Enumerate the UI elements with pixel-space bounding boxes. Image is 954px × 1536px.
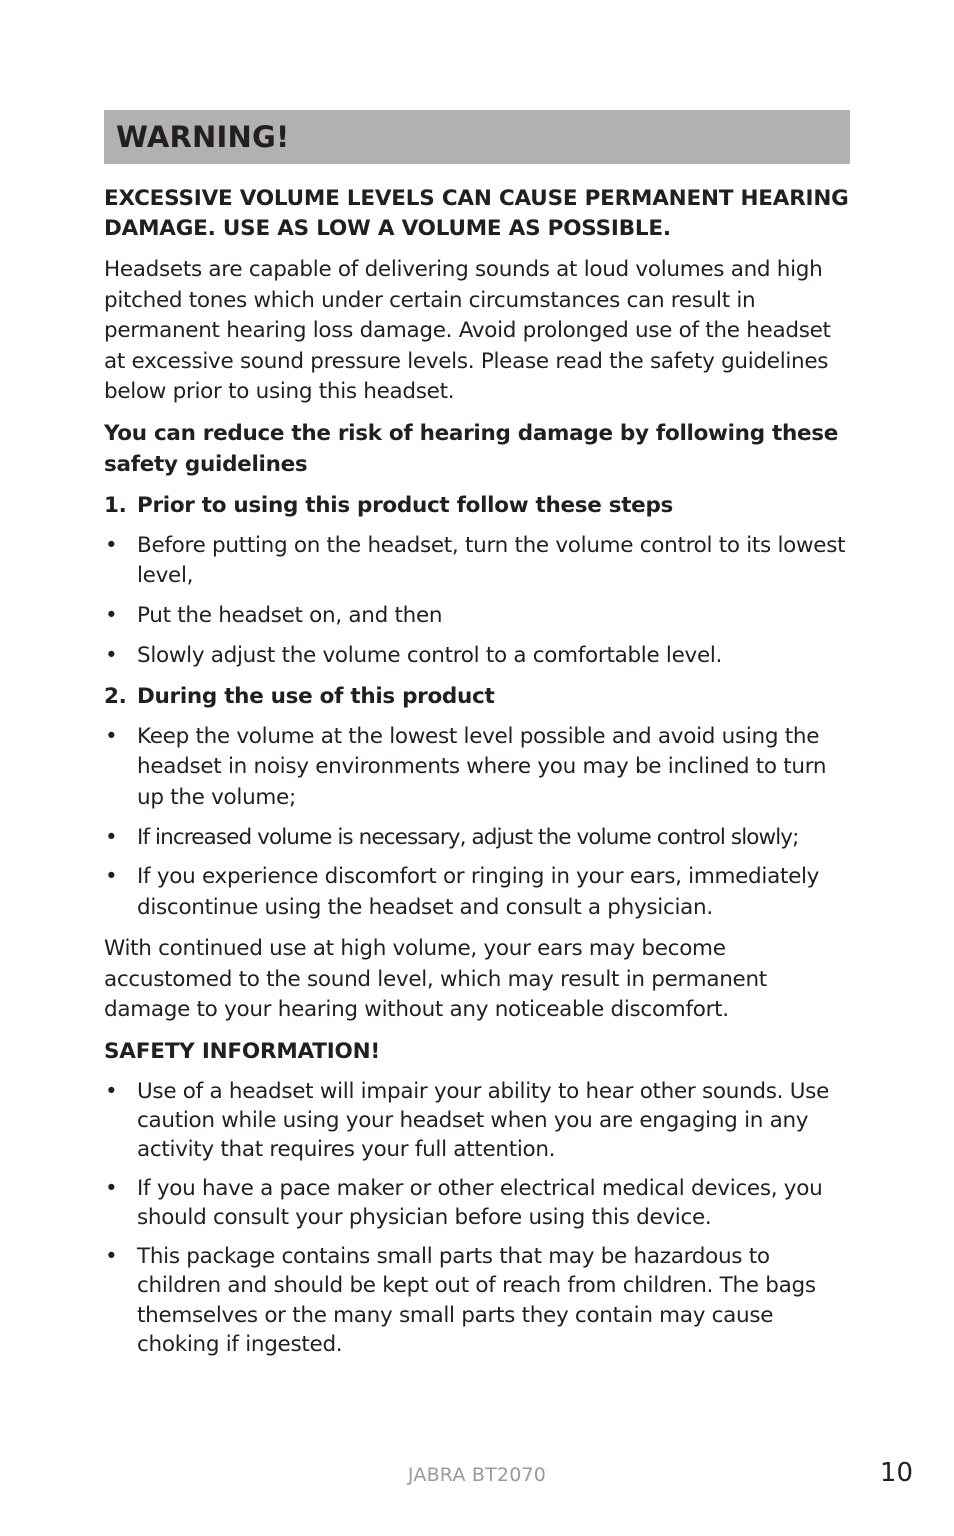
bullet-icon: •	[105, 642, 118, 668]
volume-alert: EXCESSIVE VOLUME LEVELS CAN CAUSE PERMANENT HEARING DAMAGE. USE AS LOW A VOLUME AS POSSIBLE.	[104, 186, 849, 241]
manual-page	[104, 110, 850, 1359]
bullet-icon: •	[105, 532, 118, 558]
list-item-text: Put the headset on, and then	[137, 602, 443, 628]
intro-paragraph: Headsets are capable of delivering sounds at loud volumes and high pitched tones which under certain circumstances can result in permanent hearing loss damage. Avoid prolonged use of the headset at excessive sound pressure levels. Please read the safety guidelines below prior to using this headset.	[104, 257, 831, 405]
step-heading-1	[104, 491, 850, 522]
step-number: 2.	[104, 684, 127, 710]
list-item-text: This package contains small parts that may be hazardous to children and should be kept out of reach from children. The bags themselves or the many small parts they contain may cause choking if ingested.	[137, 1243, 816, 1357]
list-item	[104, 641, 850, 672]
step-2-bullets	[104, 722, 850, 924]
list-item	[104, 862, 850, 923]
step-title: Prior to using this product follow these steps	[137, 493, 674, 519]
list-item	[104, 823, 850, 854]
step-number: 1.	[104, 493, 127, 519]
guidelines-heading: You can reduce the risk of hearing damage by following these safety guidelines	[104, 420, 839, 477]
warning-title: WARNING!	[116, 120, 290, 154]
list-item-text: Before putting on the headset, turn the volume control to its lowest level,	[137, 532, 846, 589]
list-item	[104, 1242, 850, 1360]
bullet-icon: •	[105, 602, 118, 628]
bullet-icon: •	[105, 824, 118, 850]
list-item	[104, 722, 850, 814]
list-item	[104, 1077, 850, 1165]
warning-banner	[104, 110, 850, 164]
bullet-icon: •	[105, 864, 118, 890]
bullet-icon: •	[105, 1243, 118, 1269]
safety-bullets	[104, 1077, 850, 1360]
list-item	[104, 601, 850, 632]
list-item-text: If you have a pace maker or other electrical medical devices, you should consult your physician before using this device.	[137, 1175, 823, 1231]
step-title: During the use of this product	[137, 684, 495, 710]
list-item-text: If you experience discomfort or ringing in your ears, immediately discontinue using the headset and consult a physician.	[137, 864, 820, 920]
bullet-icon: •	[105, 1078, 118, 1104]
list-item-text: Keep the volume at the lowest level possible and avoid using the headset in noisy environments where you may be inclined to turn up the volume;	[137, 723, 827, 810]
list-item	[104, 1174, 850, 1233]
continued-use-paragraph: With continued use at high volume, your ears may become accustomed to the sound level, which may result in permanent damage to your hearing without any noticeable discomfort.	[104, 936, 767, 1023]
page-number: 10	[879, 1458, 913, 1488]
list-item	[104, 531, 850, 592]
step-1-bullets	[104, 531, 850, 671]
list-item-text: Slowly adjust the volume control to a comfortable level.	[137, 642, 723, 668]
bullet-icon: •	[105, 1175, 118, 1201]
safety-heading: SAFETY INFORMATION!	[104, 1039, 381, 1065]
list-item-text: If increased volume is necessary, adjust the volume control slowly;	[137, 824, 799, 850]
bullet-icon: •	[105, 723, 118, 749]
step-heading-2	[104, 682, 850, 713]
list-item-text: Use of a headset will impair your ability to hear other sounds. Use caution while using your headset when you are engaging in any activity that requires your full attention.	[137, 1078, 829, 1163]
footer-brand: JABRA BT2070	[407, 1464, 547, 1486]
